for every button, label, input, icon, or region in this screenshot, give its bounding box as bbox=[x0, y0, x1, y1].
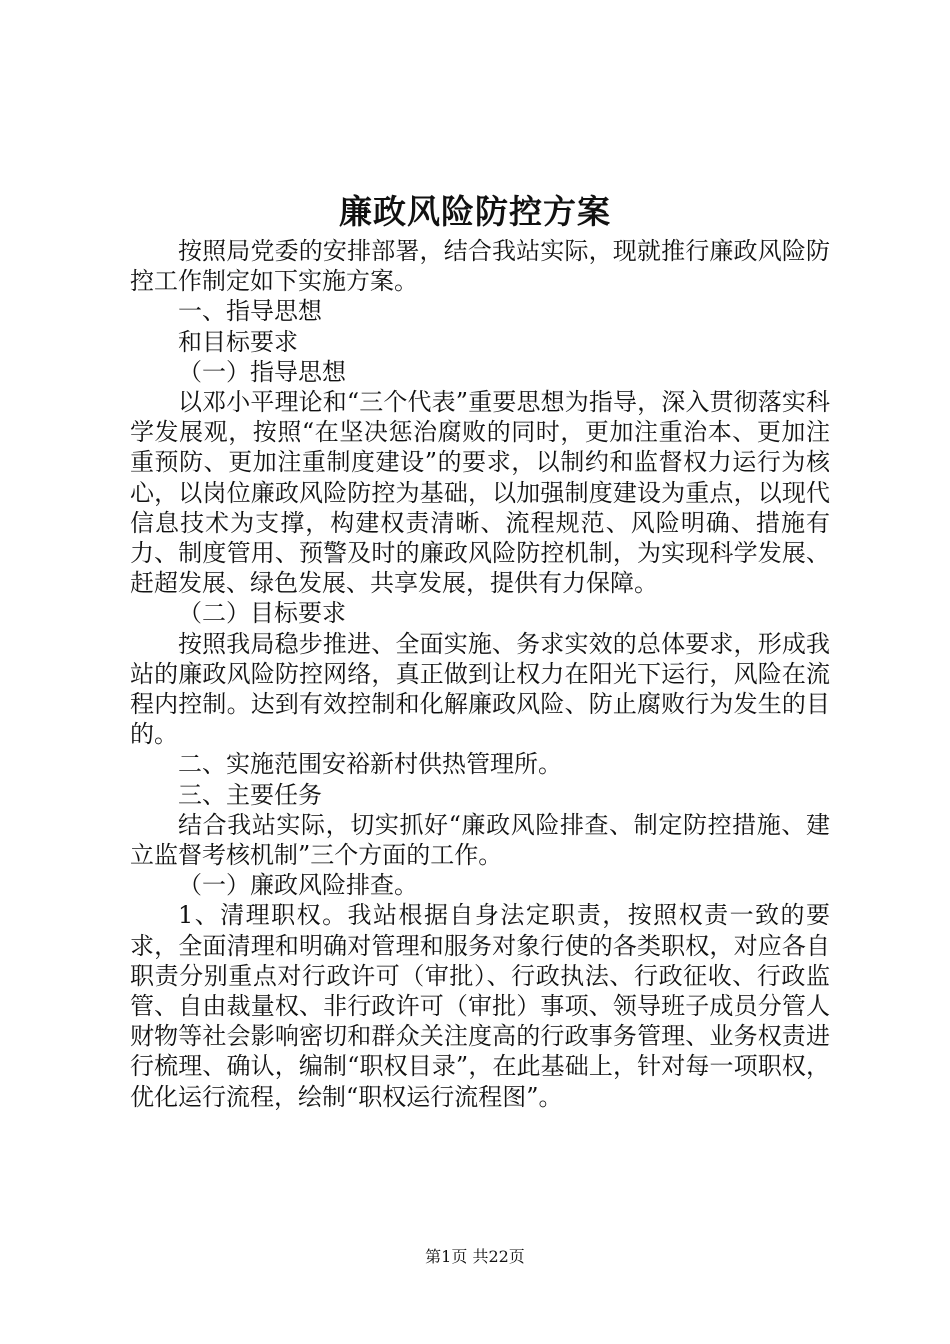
heading-guiding-thought: 一、指导思想 bbox=[178, 297, 322, 326]
page-footer: 第1页 共22页 bbox=[425, 1247, 525, 1266]
heading-goal-requirements: 和目标要求 bbox=[178, 327, 298, 356]
subheading-risk-check: （一）廉政风险排查。 bbox=[178, 871, 418, 900]
subheading-goal-requirements: （二）目标要求 bbox=[178, 599, 346, 628]
document-title: 廉政风险防控方案 bbox=[339, 192, 611, 231]
paragraph-guiding-thought: 以邓小平理论和“三个代表”重要思想为指导，深入贯彻落实科学发展观，按照“在坚决惩治腐败的同时，更加注重治本、更加注重预防、更加注重制度建设”的要求，以制约和监督权力运行为核心，以岗位廉政风险防控为基础，以加强制度建设为重点，以现代信息技术为支撑，构建权责清晰、流程规范、风险明确、措施有力、制度管用、预警及时的廉政风险防控机制，为实现科学发展、赶超发展、绿色发展、共享发展，提供有力保障。 bbox=[130, 388, 830, 598]
heading-scope: 二、实施范围安裕新村供热管理所。 bbox=[178, 750, 562, 779]
heading-main-tasks: 三、主要任务 bbox=[178, 780, 322, 809]
document-body bbox=[130, 236, 830, 1112]
paragraph-goal-requirements: 按照我局稳步推进、全面实施、务求实效的总体要求，形成我站的廉政风险防控网络，真正做到让权力在阳光下运行，风险在流程内控制。达到有效控制和化解廉政风险、防止腐败行为发生的目的。 bbox=[130, 629, 830, 749]
paragraph-main-tasks: 结合我站实际，切实抓好“廉政风险排查、制定防控措施、建立监督考核机制”三个方面的工作。 bbox=[130, 810, 830, 870]
subheading-guiding-thought: （一）指导思想 bbox=[178, 357, 346, 386]
paragraph-clear-powers: 1、清理职权。我站根据自身法定职责，按照权责一致的要求，全面清理和明确对管理和服务对象行使的各类职权，对应各自职责分别重点对行政许可（审批）、行政执法、行政征收、行政监管、自由裁量权、非行政许可（审批）事项、领导班子成员分管人财物等社会影响密切和群众关注度高的行政事务管理、业务权责进行梳理、确认，编制“职权目录”，在此基础上，针对每一项职权，优化运行流程，绘制“职权运行流程图”。 bbox=[130, 901, 830, 1111]
paragraph-intro: 按照局党委的安排部署，结合我站实际，现就推行廉政风险防控工作制定如下实施方案。 bbox=[130, 237, 830, 296]
